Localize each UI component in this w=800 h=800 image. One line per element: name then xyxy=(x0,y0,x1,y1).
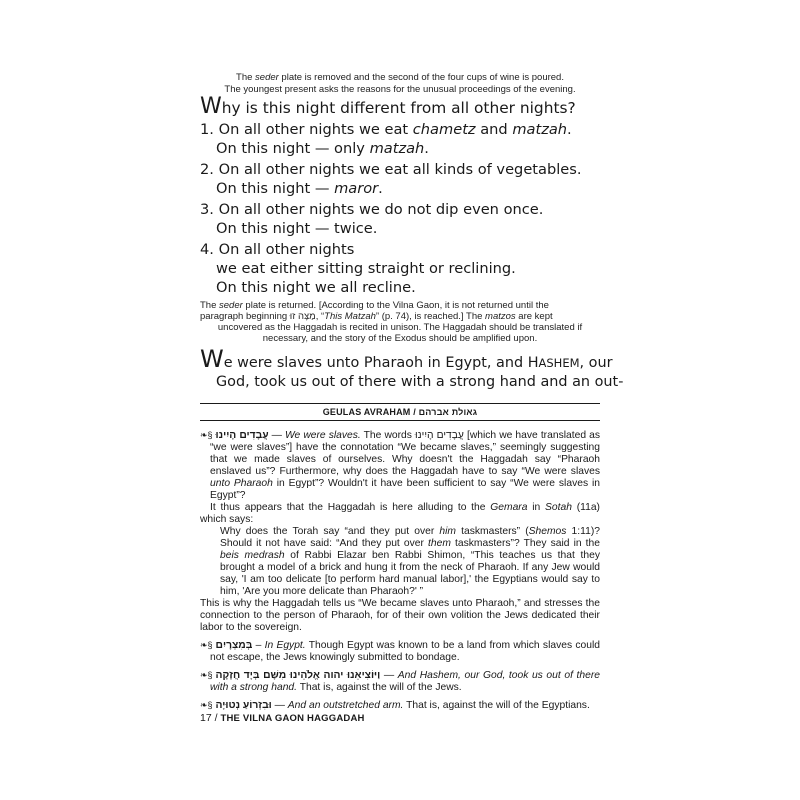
leaf-ornament-icon: ❧§ xyxy=(200,700,213,710)
question-1-line-2: On this night — only matzah. xyxy=(216,140,429,157)
question-1 xyxy=(200,120,600,158)
instruction-line: The seder plate is returned. [According to the Vilna Gaon, it is not returned until the xyxy=(200,300,549,311)
commentary-header: GEULAS AVRAHAM / גאולת אברהם xyxy=(322,407,478,417)
question-1-line-1: 1. On all other nights we eat chametz and matzah. xyxy=(200,121,572,138)
commentary-paragraph: ❧§ וּבִזְרוֹעַ נְטוּיָה — And an outstretched arm. That is, against the will of the Egyptians. xyxy=(200,700,590,711)
page-number: 17 xyxy=(200,712,212,724)
avadim-passage xyxy=(200,345,624,392)
question-text: hy is this night different from all other nights? xyxy=(221,99,576,117)
book-page xyxy=(200,60,624,712)
commentary-paragraph: This is why the Haggadah tells us “We became slaves unto Pharaoh,” and stresses the connection to the person of Pharaoh, for of their own volition the Jews dedicated their labor to the sovereign. xyxy=(200,598,600,633)
question-3 xyxy=(200,200,600,238)
page-footer: 17 / THE VILNA GAON HAGGADAH xyxy=(200,712,365,724)
drop-cap: W xyxy=(200,345,224,373)
question-3-line-2: On this night — twice. xyxy=(216,220,378,237)
question-4 xyxy=(200,240,600,297)
instruction-line: The youngest present asks the reasons for the unusual proceedings of the evening. xyxy=(224,83,576,95)
commentary-paragraph: ❧§ בְּמִצְרָיִם – In Egypt. Though Egypt was known to be a land from which slaves could not escape, the Jews knowingly submitted to bondage. xyxy=(200,640,601,663)
commentary-body xyxy=(200,429,600,712)
leaf-ornament-icon: ❧§ xyxy=(200,670,213,680)
passage-line-2: God, took us out of there with a strong hand and an out- xyxy=(216,374,624,390)
book-title: THE VILNA GAON HAGGADAH xyxy=(220,713,365,724)
seder-instructions xyxy=(200,300,600,344)
header-underline xyxy=(200,420,600,421)
question-2 xyxy=(200,160,600,198)
instruction-line: uncovered as the Haggadah is recited in unison. The Haggadah should be translated if xyxy=(217,322,583,333)
question-2-line-2: On this night — maror. xyxy=(216,180,383,197)
instruction-line: The seder plate is removed and the second of the four cups of wine is poured. xyxy=(236,72,564,83)
question-4-line-2: we eat either sitting straight or reclining. xyxy=(216,260,516,277)
leaf-ornament-icon: ❧§ xyxy=(200,430,213,440)
instruction-line: paragraph beginning מַצָּה זוּ, “This Matzah” (p. 74), is reached.] The matzos are kept xyxy=(200,311,553,322)
question-4-line-3: On this night we all recline. xyxy=(216,279,416,296)
drop-cap: W xyxy=(200,94,222,119)
question-4-line-1: 4. On all other nights xyxy=(200,241,355,258)
commentary-paragraph: It thus appears that the Haggadah is here alluding to the Gemara in Sotah (11a) which says: xyxy=(200,502,600,525)
gemara-quote: Why does the Torah say “and they put over him taskmasters” (Shemos 1:11)? Should it not have said: “And they put over them taskmasters”? They said in the beis medrash of Rabbi Elazar ben Rabbi Shimon, “This teaches us that they brought a model of a brick and hung it from the neck of Pharaoh. If any Jew would say, 'I am too delicate [to perform hard manual labor],' the Egyptians would say to him, 'Are you more delicate than Pharaoh?' ” xyxy=(220,526,600,597)
passage-line-1: We were slaves unto Pharaoh in Egypt, and HASHEM, our xyxy=(200,345,613,373)
opening-instructions xyxy=(200,72,600,95)
instruction-line: necessary, and the story of the Exodus should be amplified upon. xyxy=(262,333,538,344)
section-divider xyxy=(200,403,600,404)
commentary-paragraph: ❧§ עֲבָדִים הָיִינוּ — We were slaves. The words עֲבָדִים הָיִינוּ [which we have translated as “we were slaves”] have the connotation “We became slaves,” seemingly suggesting that we made slaves of ourselves. Why doesn't the Haggadah say “Pharaoh enslaved us”? Furthermore, why does the Haggadah have to say “We were slaves unto Pharaoh in Egypt”? Wouldn't it have been sufficient to say “We were slaves in Egypt”? xyxy=(200,430,600,501)
question-3-line-1: 3. On all other nights we do not dip even once. xyxy=(200,201,544,218)
four-questions-heading xyxy=(200,94,600,119)
leaf-ornament-icon: ❧§ xyxy=(200,640,213,650)
question-2-line-1: 2. On all other nights we eat all kinds of vegetables. xyxy=(200,161,582,178)
commentary-paragraph: ❧§ וַיּוֹצִיאֵנוּ יהוה אֱלֹהֵינוּ מִשָּׁם בְּיָד חֲזָקָה — And Hashem, our God, took us out of there with a strong hand. That is, against the will of the Jews. xyxy=(200,670,600,693)
